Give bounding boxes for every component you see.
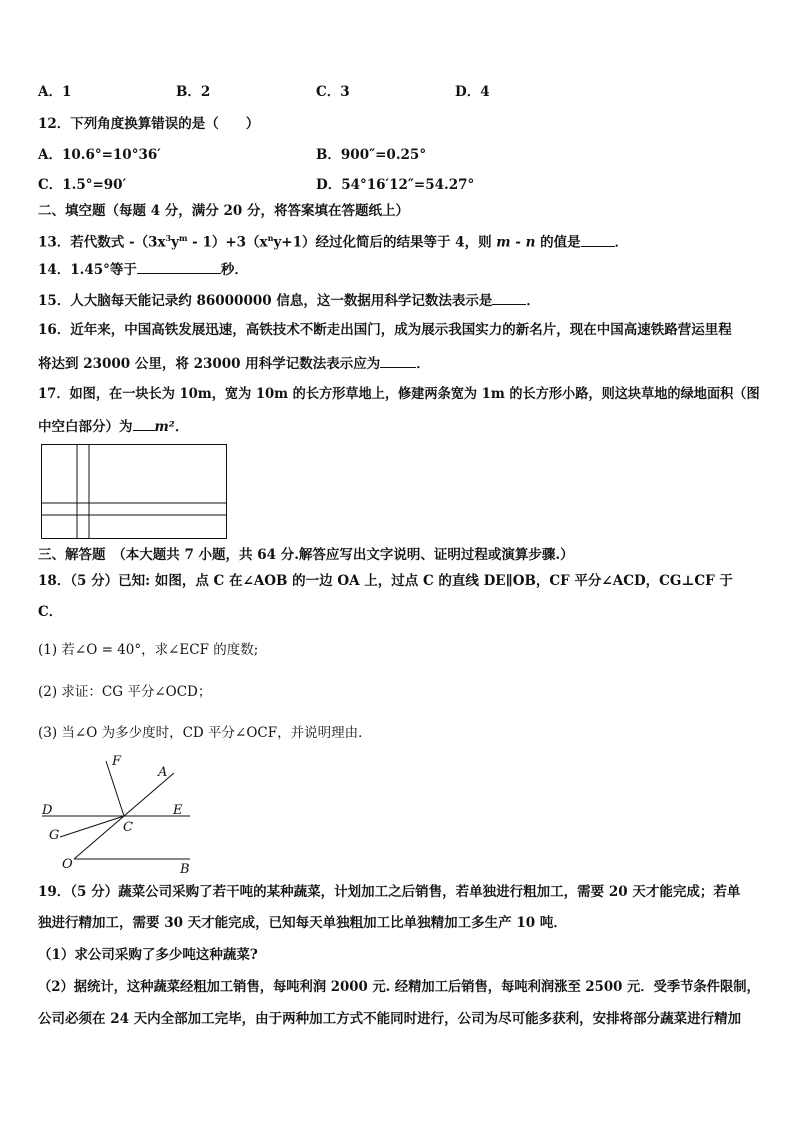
ray-CG [60, 816, 124, 837]
q14-answer-blank[interactable] [137, 259, 221, 274]
q18-sub3: (3) 当∠O 为多少度时，CD 平分∠OCF，并说明理由． [38, 725, 372, 741]
q11-option-d: D．4 [455, 84, 490, 100]
q13-text [38, 229, 628, 252]
q19-sub2-line1: （2）据统计，这种蔬菜经粗加工销售，每吨利润 2000 元. 经精加工后销售，每吨利润涨至 2500 元．受季节条件限制， [38, 979, 760, 995]
q16-line2 [38, 353, 430, 373]
q16-answer-blank[interactable] [380, 353, 416, 368]
label-G: G [49, 828, 60, 843]
label-C: C [123, 820, 133, 835]
q14-text [38, 259, 248, 279]
q17-answer-blank[interactable] [133, 416, 155, 431]
q19-sub2-line2: 公司必须在 24 天内全部加工完毕，由于两种加工方式不能同时进行，公司为尽可能多获利，安排将部分蔬菜进行精加 [38, 1011, 742, 1027]
q13-part4: y+1）经过化简后的结果等于 4，则 [273, 234, 497, 251]
q17-line2 [38, 416, 188, 436]
q19-sub1: （1）求公司采购了多少吨这种蔬菜? [38, 947, 258, 963]
label-B: B [180, 862, 190, 877]
label-E: E [173, 803, 183, 818]
q17-unit: m²． [154, 419, 189, 435]
q19-line2: 独进行精加工，需要 30 天才能完成，已知每天单独粗加工比单独精加工多生产 10 吨． [38, 915, 567, 931]
q15-end: ． [526, 293, 540, 309]
q15-answer-blank[interactable] [492, 290, 526, 305]
q17-line1: 17．如图，在一块长为 10m，宽为 10m 的长方形草地上，修建两条宽为 1m 的长方形小路，则这块草地的绿地面积（图 [38, 386, 760, 402]
q13-part2: y [171, 234, 179, 251]
q15-part1: 15．人大脑每天能记录约 86000000 信息，这一数据用科学记数法表示是 [38, 293, 493, 309]
section-2-title: 二、填空题（每题 4 分，满分 20 分，将答案填在答题纸上） [38, 203, 409, 219]
q18-line2: C． [38, 604, 63, 620]
q12-option-a: A．10.6°=10°36′ [38, 147, 161, 163]
label-D: D [42, 803, 53, 818]
ray-CF [106, 761, 124, 816]
q17-line2-text: 中空白部分）为 [38, 419, 133, 435]
q12-option-c: C．1.5°=90′ [38, 177, 127, 193]
label-A: A [158, 765, 168, 780]
q13-answer-blank[interactable] [581, 232, 615, 247]
q13-sup1: 3 [165, 233, 172, 243]
q19-line1: 19．（5 分）蔬菜公司采购了若干吨的某种蔬菜，计划加工之后销售，若单独进行粗加工，需要 20 天才能完成；若单 [38, 884, 741, 900]
q16-line2-text: 将达到 23000 公里，将 23000 用科学记数法表示应为 [38, 356, 381, 372]
q18-angle-figure [30, 755, 220, 877]
q13-end: ． [614, 234, 629, 251]
section-3-title: 三、解答题 （本大题共 7 小题，共 64 分.解答应写出文字说明、证明过程或演算步骤.） [38, 547, 574, 563]
q13-sup3: n [267, 233, 274, 243]
q13-part3: - 1）+3（x [187, 234, 268, 251]
q12-option-b: B．900″=0.25° [316, 147, 427, 163]
q14-end: 秒． [220, 262, 248, 278]
q18-sub2: (2) 求证：CG 平分∠OCD； [38, 684, 212, 700]
q18-sub1: (1) 若∠O = 40°，求∠ECF 的度数; [38, 642, 259, 658]
q13-sup2: m [178, 233, 188, 243]
q13-expr: m - n [496, 234, 536, 251]
label-O: O [62, 857, 73, 872]
q11-option-c: C．3 [316, 84, 350, 100]
lawn-outline [42, 445, 227, 539]
q11-option-a: A．1 [38, 84, 72, 100]
q14-part1: 14．1.45°等于 [38, 262, 137, 278]
q16-line1: 16．近年来，中国高铁发展迅速，高铁技术不断走出国门，成为展示我国实力的新名片，现在中国高速铁路营运里程 [38, 322, 732, 338]
q12-option-d: D．54°16′12″=54.27° [316, 177, 475, 193]
q18-line1: 18．（5 分）已知: 如图，点 C 在∠AOB 的一边 OA 上，过点 C 的直线 DE∥OB，CF 平分∠ACD，CG⊥CF 于 [38, 573, 733, 589]
q12-stem: 12．下列角度换算错误的是（ ） [38, 116, 260, 132]
q13-part5: 的值是 [535, 234, 581, 251]
q13-part1: 13．若代数式 -（3x [38, 234, 166, 251]
label-F: F [112, 755, 122, 769]
q11-option-b: B．2 [176, 84, 211, 100]
q17-lawn-figure [40, 443, 230, 541]
q15-text [38, 290, 540, 310]
q16-end: ． [416, 356, 430, 372]
